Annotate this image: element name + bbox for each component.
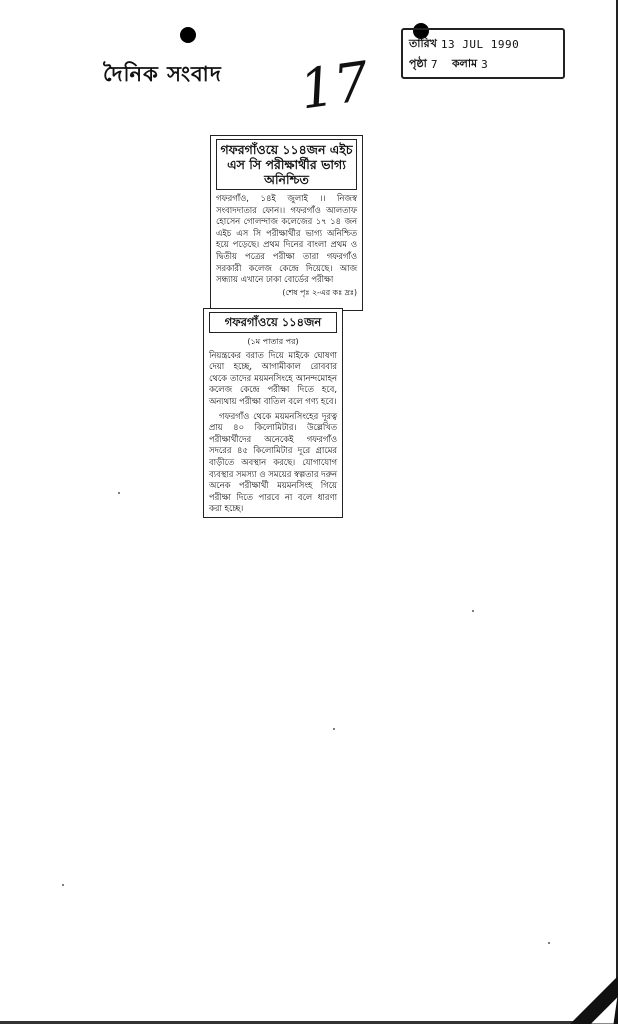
scan-speck [118,492,120,494]
stamp-column-value: 3 [481,57,489,71]
scan-speck [548,942,550,944]
stamp-date-row [409,34,557,54]
news-clipping-part2 [203,308,343,518]
folded-corner [570,976,618,1024]
punch-hole-left [180,27,196,43]
stamp-page-row [409,54,557,74]
stamp-date-label: তারিখ [409,36,437,50]
scan-speck [472,610,474,612]
clipping-headline: গফরগাঁওয়ে ১১৪জন এইচ এস সি পরীক্ষার্থীর ভাগ্য অনিশ্চিত [216,139,357,190]
continued-from-note: (১ম পাতার পর) [247,337,299,346]
stamp-page-label: পৃষ্ঠা [409,56,427,70]
handwritten-file-number: 17 [295,49,373,122]
continuation-note: (শেষ পৃঃ ২-এর কঃ দ্রঃ) [282,287,357,297]
news-clipping-part1 [210,135,363,311]
stamp-column-label: কলাম [451,56,478,70]
newspaper-masthead: দৈনিক সংবাদ [103,62,222,86]
clipping-body: গফরগাঁও, ১৪ই জুলাই ।। নিজস্ব সংবাদদাতার ফোন।। গফরগাঁও আলতাফ হোসেন গোলন্দাজ কলেজের ১৭ ১৪ জন এইচ এস সি পরীক্ষার্থীর ভাগ্য অনিশ্চিত হয়ে পড়েছে। প্রথম দিনের বাংলা প্রথম ও দ্বিতীয় পত্রের পরীক্ষা তারা গফরগাঁও সরকারী কলেজ কেন্দ্রে দিয়েছে। আজ সন্ধ্যায় এখানে ঢাকা বোর্ডের পরীক্ষা [216,193,357,285]
continued-headline: গফরগাঁওয়ে ১১৪জন [209,312,337,333]
clipping-paragraph-1: নিয়ন্ত্রকের বরাত দিয়ে মাইকে ঘোষণা দেয়া হচ্ছে, আগামীকাল রোববার থেকে তাদের ময়মনসিংহে আনন্দমোহন কলেজ কেন্দ্রে পরীক্ষা দিতে হবে, অন্যথায় পরীক্ষা বাতিল বলে গণ্য হবে। [209,349,337,406]
archive-stamp [401,28,565,79]
stamp-date-value: 13 JUL 1990 [440,37,520,51]
scan-speck [62,884,64,886]
scan-speck [333,728,335,730]
clipping-paragraph-2: গফরগাঁও থেকে ময়মনসিংহের দূরত্ব প্রায় ৪০ কিলোমিটার। উল্লেখিত পরীক্ষার্থীদের অনেকেই গফরগাঁও সদরের ৪৫ কিলোমিটার দূরে গ্রামের বাড়ীতে অবস্থান করছে। যোগাযোগ ব্যবস্থার সমস্যা ও সময়ের স্বল্পতার দরুন অনেক পরীক্ষার্থী ময়মনসিংহ গিয়ে পরীক্ষা দিতে পারবে না বলে ধারণা করা হচ্ছে। [209,410,337,514]
stamp-page-value: 7 [430,57,438,71]
